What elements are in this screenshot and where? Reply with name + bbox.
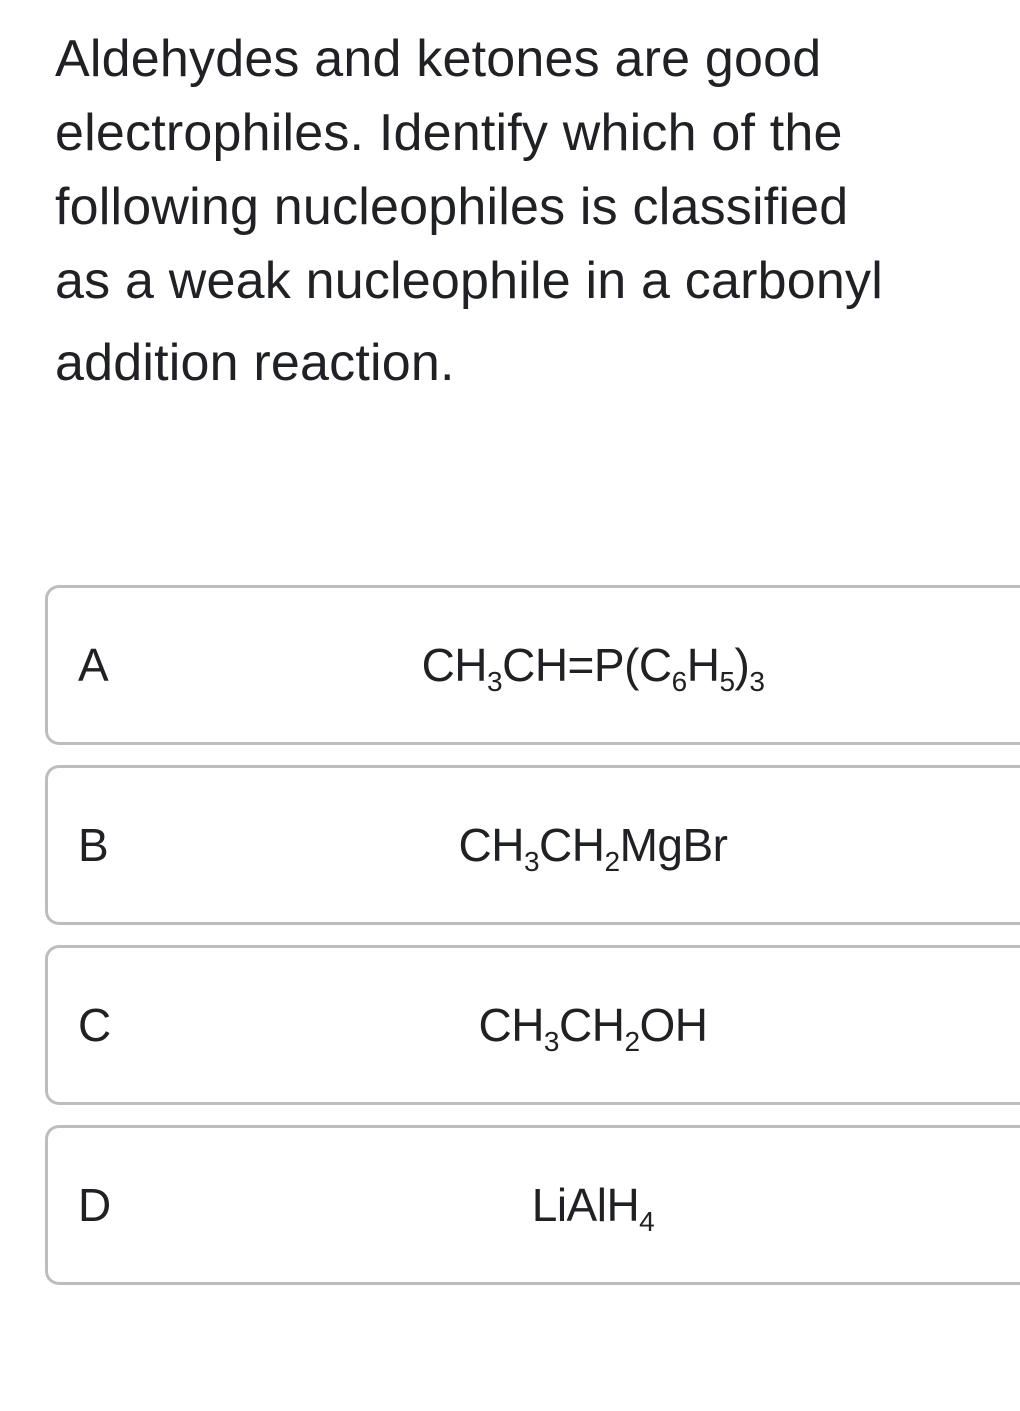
option-letter: D xyxy=(78,1179,112,1231)
formula-text: CH xyxy=(421,639,488,691)
formula-text: OH xyxy=(639,999,708,1051)
formula-subscript: 3 xyxy=(543,1026,559,1057)
option-formula xyxy=(458,819,728,877)
formula-text: ) xyxy=(734,639,750,691)
formula-subscript: 4 xyxy=(639,1206,655,1237)
option-c-button[interactable] xyxy=(45,945,1020,1105)
option-formula xyxy=(531,1179,655,1237)
option-formula xyxy=(421,639,765,697)
formula-subscript: 2 xyxy=(624,1026,640,1057)
formula-subscript: 2 xyxy=(604,846,620,877)
option-formula xyxy=(478,999,708,1057)
question-line: following nucleophiles is classified xyxy=(55,178,849,236)
formula-text: MgBr xyxy=(619,819,728,871)
formula-text: CH xyxy=(539,819,605,871)
question-line: Aldehydes and ketones are good xyxy=(55,30,822,88)
question-line: electrophiles. Identify which of the xyxy=(55,104,843,162)
formula-subscript: 3 xyxy=(749,666,765,697)
formula-text: CH=P(C xyxy=(502,639,672,691)
question-line: as a weak nucleophile in a carbonyl xyxy=(55,252,883,310)
formula-subscript: 6 xyxy=(671,666,687,697)
formula-subscript: 3 xyxy=(487,666,503,697)
formula-text: LiAlH xyxy=(531,1179,640,1231)
formula-subscript: 5 xyxy=(719,666,735,697)
option-a-button[interactable] xyxy=(45,585,1020,745)
option-letter: B xyxy=(78,819,109,871)
formula-subscript: 3 xyxy=(523,846,540,877)
option-b-button[interactable] xyxy=(45,765,1020,925)
question-line: addition reaction. xyxy=(55,334,455,392)
answer-options xyxy=(45,585,1020,1305)
option-letter: A xyxy=(78,639,109,691)
option-letter: C xyxy=(78,999,112,1051)
formula-text: CH xyxy=(458,819,524,871)
formula-text: CH xyxy=(559,999,625,1051)
question-text xyxy=(55,22,985,400)
option-d-button[interactable] xyxy=(45,1125,1020,1285)
formula-text: H xyxy=(686,639,720,691)
formula-text: CH xyxy=(478,999,544,1051)
